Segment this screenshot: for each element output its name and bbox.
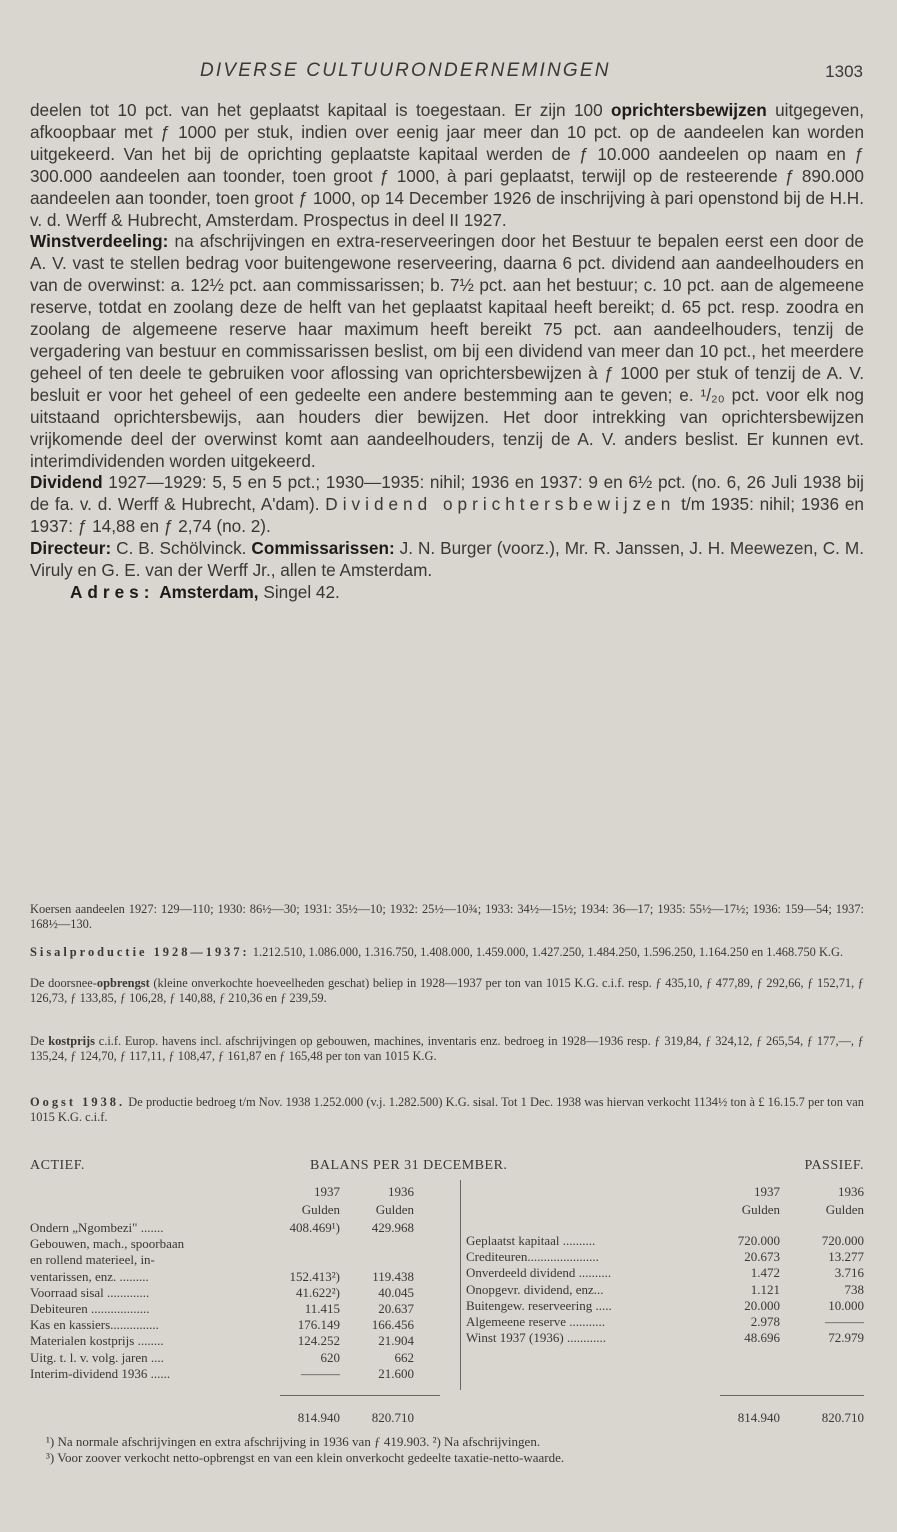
passief-label: PASSIEF. [804,1158,864,1173]
balance-value-1936: 738 [844,1281,864,1297]
balance-value-1936: 166.456 [371,1317,414,1333]
balance-value-1936: 119.438 [372,1268,414,1284]
balance-row-label: en rollend materieel, in- [30,1252,155,1268]
footnote-2: ³) Voor zoover verkocht netto-opbrengst en van een klein onverkocht gedeelte taxatie-netto-waarde. [46,1450,565,1465]
oogst-note: Oogst 1938. De productie bedroeg t/m Nov. 1938 1.252.000 (v.j. 1.282.500) K.G. sisal. Tot 1 Dec. 1938 was hiervan verkocht 1134½ ton à £ 16.15.7 per ton van 1015 K.G. c.i.f. [30,1095,864,1124]
right-total-1936: 820.710 [821,1410,864,1425]
balance-value-1937: 408.469¹) [289,1220,340,1235]
balance-value-1937: 124.252 [297,1333,340,1349]
kostprijs-note: De kostprijs c.i.f. Europ. havens incl. afschrijvingen op gebouwen, machines, inventaris enz. bedroeg in 1928—1936 resp. ƒ 319,84, ƒ 324,12, ƒ 265,54, ƒ 177,—, ƒ 135,24, ƒ 124,70, ƒ 117,11, ƒ 108,47, ƒ 161,87 en ƒ 165,48 per ton van 1015 K.G. [30,1034,864,1063]
footnotes [30,1434,864,1466]
left-total-1936: 820.710 [371,1410,414,1425]
balance-value-1937: 11.415 [304,1301,340,1316]
page-number: 1303 [825,62,863,81]
right-total-rule [720,1395,864,1396]
running-title: DIVERSE CULTUURONDERNEMINGEN [200,60,611,81]
balance-row-label: Geplaatst kapitaal .......... [466,1233,596,1248]
balance-value-1937: 41.622²) [296,1284,340,1300]
balance-row-label: Gebouwen, mach., spoorbaan [30,1236,185,1252]
balance-value-1936: 3.716 [834,1265,864,1281]
koersen-note: Koersen aandeelen 1927: 129—110; 1930: 86½—30; 1931: 35½—10; 1932: 25½—10¾; 1933: 34½—15½; 1934: 36—17; 1935: 55½—17½; 1936: 159—54; 1937: 168½—130. [30,902,864,931]
sisal-production-note: Sisalproductie 1928—1937: 1.212.510, 1.086.000, 1.316.750, 1.408.000, 1.459.000, 1.427.250, 1.484.250, 1.596.250, 1.164.250 en 1.468.750 K.G. [30,945,844,959]
balance-row [30,1350,864,1366]
balance-value-1937: 720.000 [737,1233,780,1248]
balance-value-1937: 176.149 [297,1317,340,1333]
balance-value-1937: 20.673 [744,1249,780,1265]
actief-label: ACTIEF. [30,1158,85,1173]
paragraph-capital: deelen tot 10 pct. van het geplaatst kapitaal is toegestaan. Er zijn 100 oprichtersbewijzen uitgegeven, afkoopbaar met ƒ 1000 per stuk, indien over eenig jaar meer dan 10 pct. op de aandeelen kan worden uitgekeerd. Van het bij de oprichting geplaatste kapitaal werden de ƒ 10.000 aandeelen op naam en ƒ 300.000 aandeelen aan toonder, toen groot ƒ 1000, à pari geplaatst, terwijl op de resteerende ƒ 890.000 aandeelen aan toonder, toen groot ƒ 1000, op 14 December 1926 de inschrijving à pari openstond bij de H.H. v. d. Werff & Hubrecht, Amsterdam. Prospectus in deel II 1927. [30,100,864,230]
main-text [30,100,864,604]
opbrengst-note: De doorsnee-opbrengst (kleine onverkochte hoeveelheden geschat) beliep in 1928—1937 per ton van 1015 K.G. c.i.f. resp. ƒ 435,10, ƒ 477,89, ƒ 292,66, ƒ 152,71, ƒ 126,73, ƒ 133,85, ƒ 106,28, ƒ 140,88, ƒ 210,36 en ƒ 239,59. [30,976,864,1005]
paragraph-directie: Directeur: C. B. Schölvinck. Commissarissen: J. N. Burger (voorz.), Mr. R. Janssen, J. H. Meewezen, C. M. Viruly en G. E. van der Werff Jr., allen te Amsterdam. [30,538,864,581]
balance-value-1937: 1.121 [750,1281,780,1297]
balance-row-label: Uitg. t. l. v. volg. jaren .... [30,1349,164,1365]
balance-row [30,1298,864,1314]
balance-row [30,1330,864,1346]
balance-row [30,1366,864,1382]
right-total-1937: 814.940 [737,1410,780,1425]
balance-value-1937: 2.978 [750,1314,780,1329]
balance-row [30,1233,864,1249]
paragraph-dividend: Dividend 1927—1929: 5, 5 en 5 pct.; 1930—1935: nihil; 1936 en 1937: 9 en 6½ pct. (no. 6, 26 Juli 1938 bij de fa. v. d. Werff & Hubrecht, A'dam). Dividend oprichtersbewijzen t/m 1935: nihil; 1936 en 1937: ƒ 14,88 en ƒ 2,74 (no. 2). [30,472,864,537]
balance-title: BALANS PER 31 DECEMBER. [310,1158,508,1173]
balance-value-1936: 20.637 [378,1301,414,1316]
balance-value-1936: 72.979 [828,1330,864,1346]
balance-value-1937: 20.000 [744,1297,780,1313]
balance-row-label: Onverdeeld dividend .......... [466,1265,612,1281]
balance-row-label: Interim-dividend 1936 ...... [30,1365,171,1381]
balance-row-label: Debiteuren .................. [30,1301,150,1316]
balance-row-label: Kas en kassiers............... [30,1317,159,1333]
balance-value-1936: 21.600 [378,1365,414,1381]
balance-row [30,1249,864,1265]
balance-row-label: Materialen kostprijs ........ [30,1333,164,1349]
balance-value-1936: 10.000 [828,1297,864,1313]
left-total-1937: 814.940 [297,1410,340,1425]
balance-row-label: Crediteuren...................... [466,1249,599,1265]
year-header-row: 1937 1936 1937 1936 [314,1184,864,1199]
footnote-1: ¹) Na normale afschrijvingen en extra afschrijving in 1936 van ƒ 419.903. ²) Na afschrijvingen. [46,1434,541,1449]
left-total-rule [280,1395,440,1396]
balance-value-1936: 40.045 [378,1284,414,1300]
balance-value-1937: ——— [301,1365,340,1381]
balance-row-label: Buitengew. reserveering ..... [466,1297,612,1313]
balance-value-1936: ——— [825,1314,864,1329]
balance-row-label: Ondern „Ngombezi" ....... [30,1220,164,1235]
balance-row [30,1282,864,1298]
balance-row [30,1314,864,1330]
totals-row [30,1410,864,1426]
balance-value-1937: 152.413²) [289,1268,340,1284]
balance-row-label: Winst 1937 (1936) ............ [466,1330,606,1346]
balance-value-1936: 13.277 [828,1249,864,1265]
balance-value-1937: 48.696 [744,1330,780,1346]
balance-row-label: Voorraad sisal ............. [30,1284,150,1300]
paragraph-adres: Adres: Amsterdam, Singel 42. [70,581,340,602]
balance-row-label: Algemeene reserve ........... [466,1314,605,1329]
balance-value-1936: 662 [394,1349,414,1365]
balance-value-1936: 429.968 [371,1220,414,1235]
balance-sheet [30,1158,864,1458]
balance-value-1937: 620 [320,1349,340,1365]
paragraph-winstverdeeling: Winstverdeeling: na afschrijvingen en extra-reserveeringen door het Bestuur te bepalen eerst een door de A. V. vast te stellen bedrag voor buitengewone reserveering, daarna 6 pct. dividend aan aandeelhouders en van de overwinst: a. 12½ pct. aan commissarissen; b. 7½ pct. aan het bestuur; c. 10 pct. aan de algemeene reserve, totdat en zoolang deze de helft van het geplaatst kapitaal heeft bereikt; d. 65 pct. resp. zoodra en zoolang de algemeene reserve haar maximum heeft bereikt 75 pct. aan aandeelhouders, tenzij de vergadering van bestuur en commissarissen beslist, om bij een dividend van meer dan 10 pct., het meerdere geheel of ten deele te gebruiken voor aflossing van oprichtersbewijzen à ƒ 1000 per stuk of tenzij de A. V. besluit er voor het geheel of een gedeelte een andere bestemming aan te geven; e. ¹/₂₀ pct. voor elk nog uitstaand oprichtersbewijs, aan houders dier bewijzen. Het door intrekking van oprichtersbewijzen vrijkomende deel der overwinst komt aan aandeelhouders, tenzij de A. V. anders beslist. Er kunnen evt. interimdividenden worden uitgekeerd. [30,231,864,471]
balance-row-label: Onopgevr. dividend, enz... [466,1281,604,1297]
balance-value-1936: 21.904 [378,1333,414,1349]
balance-value-1937: 1.472 [750,1265,780,1281]
unit-header-row: Gulden Gulden Gulden Gulden [301,1202,864,1217]
balance-row [30,1265,864,1281]
balance-value-1936: 720.000 [821,1233,864,1248]
running-header [0,60,897,88]
balance-row-label: ventarissen, enz. ......... [30,1268,149,1284]
